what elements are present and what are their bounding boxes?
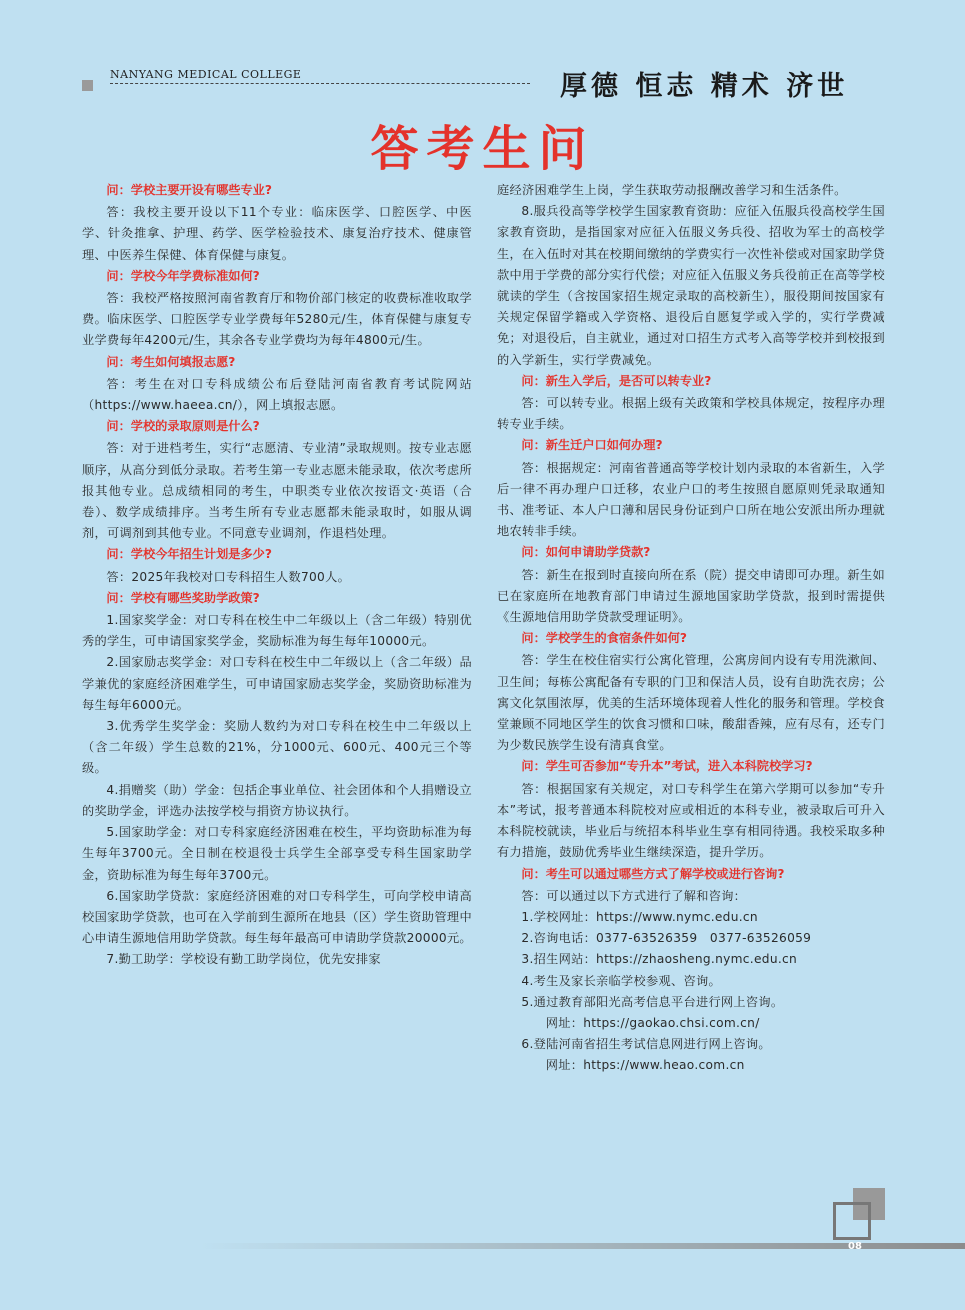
answer-paragraph: 5.国家助学金：对口专科家庭经济困难在校生，平均资助标准为每生每年3700元。全日制在校退役士兵学生全部享受专科生国家助学金，资助标准为每生每年3700元。 bbox=[82, 825, 472, 882]
answer-paragraph: 答：我校主要开设以下11个专业：临床医学、口腔医学、中医学、针灸推拿、护理、药学、医学检验技术、康复治疗技术、健康管理、中医养生保健、体育保健与康复。 bbox=[82, 205, 472, 262]
contact-line: 3.招生网站：https://zhaosheng.nymc.edu.cn bbox=[521, 952, 798, 967]
right-column bbox=[497, 180, 885, 1077]
contact-line: 1.学校网址：https://www.nymc.edu.cn bbox=[521, 909, 758, 924]
page-corner-frame-icon bbox=[833, 1202, 871, 1240]
answer-paragraph: 答：对于进档考生，实行“志愿清、专业清”录取规则。按专业志愿顺序，从高分到低分录取。若考生第一专业志愿未能录取，依次考虑所报其他专业。总成绩相同的考生，中职类专业依次按语文·英语（合卷）、数学成绩排序。当考生所有专业志愿都未能录取时，如服从调剂，可调剂到其他专业。不同意专业调剂，作退档处理。 bbox=[82, 441, 472, 541]
question-heading: 问：如何申请助学贷款? bbox=[521, 545, 651, 560]
answer-paragraph: 答：学生在校住宿实行公寓化管理，公寓房间内设有专用洗漱间、卫生间；每栋公寓配备有专职的门卫和保洁人员，设有自助洗衣房；公寓文化氛围浓厚，优美的生活环境体现着人性化的服务和管理。学校食堂兼顾不同地区学生的饮食习惯和口味，酸甜香辣，应有尽有，还专门为少数民族学生设有清真食堂。 bbox=[497, 653, 885, 753]
answer-paragraph: 答：根据规定：河南省普通高等学校计划内录取的本省新生，入学后一律不再办理户口迁移，农业户口的考生按照自愿原则凭录取通知书、准考证、本人户口薄和居民身份证到户口所在地公安派出所办理就地农转非手续。 bbox=[497, 460, 885, 539]
header-square-icon bbox=[82, 80, 93, 91]
contact-line: 答：可以通过以下方式进行了解和咨询： bbox=[521, 888, 747, 903]
contact-url: 网址：https://gaokao.chsi.com.cn/ bbox=[545, 1015, 760, 1030]
answer-paragraph: 庭经济困难学生上岗，学生获取劳动报酬改善学习和生活条件。 bbox=[497, 183, 847, 197]
header-divider bbox=[110, 83, 530, 84]
answer-paragraph: 3.优秀学生奖学金：奖励人数约为对口专科在校生中二年级以上（含二年级）学生总数的21%，分1000元、600元、400元三个等级。 bbox=[82, 719, 472, 776]
contact-line: 2.咨询电话：0377-63526359 0377-63526059 bbox=[521, 931, 812, 946]
college-motto: 厚德 恒志 精术 济世 bbox=[560, 71, 849, 102]
answer-paragraph: 答：考生在对口专科成绩公布后登陆河南省教育考试院网站（https://www.haeea.cn/），网上填报志愿。 bbox=[82, 376, 472, 413]
answer-paragraph: 答：新生在报到时直接向所在系（院）提交申请即可办理。新生如已在家庭所在地教育部门申请过生源地国家助学贷款，报到时需提供《生源地信用助学贷款受理证明》。 bbox=[497, 567, 885, 625]
answer-paragraph: 8.服兵役高等学校学生国家教育资助：应征入伍服兵役高校学生国家教育资助，是指国家对应征入伍服义务兵役、招收为军士的高校学生，在入伍时对其在校期间缴纳的学费实行一次性补偿或对国家助学贷款中用于学费的部分实行代偿；对应征入伍服义务兵役前正在高等学校就读的学生（含按国家招生规定录取的高校新生），服役期间按国家有关规定保留学籍或入学资格、退役后自愿复学或入学的，实行学费减免；对退役后，自主就业，通过对口招生方式考入高等学校并到校报到的入学新生，实行学费减免。 bbox=[497, 204, 885, 367]
answer-paragraph: 4.捐赠奖（助）学金：包括企事业单位、社会团体和个人捐赠设立的奖助学金，评选办法按学校与捐资方协议执行。 bbox=[82, 782, 472, 818]
contact-line: 4.考生及家长亲临学校参观、咨询。 bbox=[521, 973, 721, 988]
question-heading: 问：新生入学后，是否可以转专业? bbox=[521, 373, 712, 388]
college-name: NANYANG MEDICAL COLLEGE bbox=[110, 68, 302, 81]
page-title: 答考生问 bbox=[370, 121, 595, 177]
question-heading: 问：学校今年招生计划是多少? bbox=[106, 547, 272, 562]
question-heading: 问：考生如何填报志愿? bbox=[106, 354, 236, 369]
answer-paragraph: 答：可以转专业。根据上级有关政策和学校具体规定，按程序办理转专业手续。 bbox=[497, 396, 885, 432]
contact-line: 5.通过教育部阳光高考信息平台进行网上咨询。 bbox=[521, 994, 784, 1009]
answer-paragraph: 1.国家奖学金：对口专科在校生中二年级以上（含二年级）特别优秀的学生，可申请国家奖学金，奖励标准为每生每年10000元。 bbox=[82, 613, 472, 649]
question-heading: 问：新生迁户口如何办理? bbox=[521, 438, 663, 453]
answer-paragraph: 7.勤工助学：学校设有勤工助学岗位，优先安排家 bbox=[106, 952, 381, 967]
question-heading: 问：学校学生的食宿条件如何? bbox=[521, 631, 687, 646]
question-heading: 问：考生可以通过哪些方式了解学校或进行咨询? bbox=[521, 866, 785, 881]
question-heading: 问：学校的录取原则是什么? bbox=[106, 419, 260, 434]
question-heading: 问：学校主要开设有哪些专业? bbox=[106, 183, 272, 197]
contact-url: 网址：https://www.heao.com.cn bbox=[545, 1058, 745, 1073]
contact-line: 6.登陆河南省招生考试信息网进行网上咨询。 bbox=[521, 1037, 771, 1052]
answer-paragraph: 6.国家助学贷款：家庭经济困难的对口专科学生，可向学校申请高校国家助学贷款，也可在入学前到生源所在地县（区）学生资助管理中心申请生源地信用助学贷款。每生每年最高可申请助学贷款20000元。 bbox=[82, 888, 472, 946]
answer-paragraph: 答：根据国家有关规定，对口专科学生在第六学期可以参加“专升本”考试，报考普通本科院校对应或相近的本科专业，被录取后可升入本科院校就读，毕业后与统招本科毕业生享有相同待遇。我校采取多种有力措施，鼓励优秀毕业生继续深造，提升学历。 bbox=[497, 781, 885, 860]
answer-paragraph: 答：我校严格按照河南省教育厅和物价部门核定的收费标准收取学费。临床医学、口腔医学专业学费每年5280元/生，体育保健与康复专业学费每年4200元/生，其余各专业学费均为每年4800元/生。 bbox=[82, 291, 472, 348]
answer-paragraph: 2.国家励志奖学金：对口专科在校生中二年级以上（含二年级）品学兼优的家庭经济困难学生，可申请国家励志奖学金，奖励资助标准为每生每年6000元。 bbox=[82, 655, 472, 712]
question-heading: 问：学校有哪些奖助学政策? bbox=[106, 590, 260, 605]
page-number: 08 bbox=[848, 1241, 862, 1252]
question-heading: 问：学生可否参加“专升本”考试，进入本科院校学习? bbox=[521, 759, 813, 774]
left-column bbox=[82, 180, 472, 971]
answer-paragraph: 答：2025年我校对口专科招生人数700人。 bbox=[106, 569, 351, 584]
question-heading: 问：学校今年学费标准如何? bbox=[106, 268, 260, 283]
